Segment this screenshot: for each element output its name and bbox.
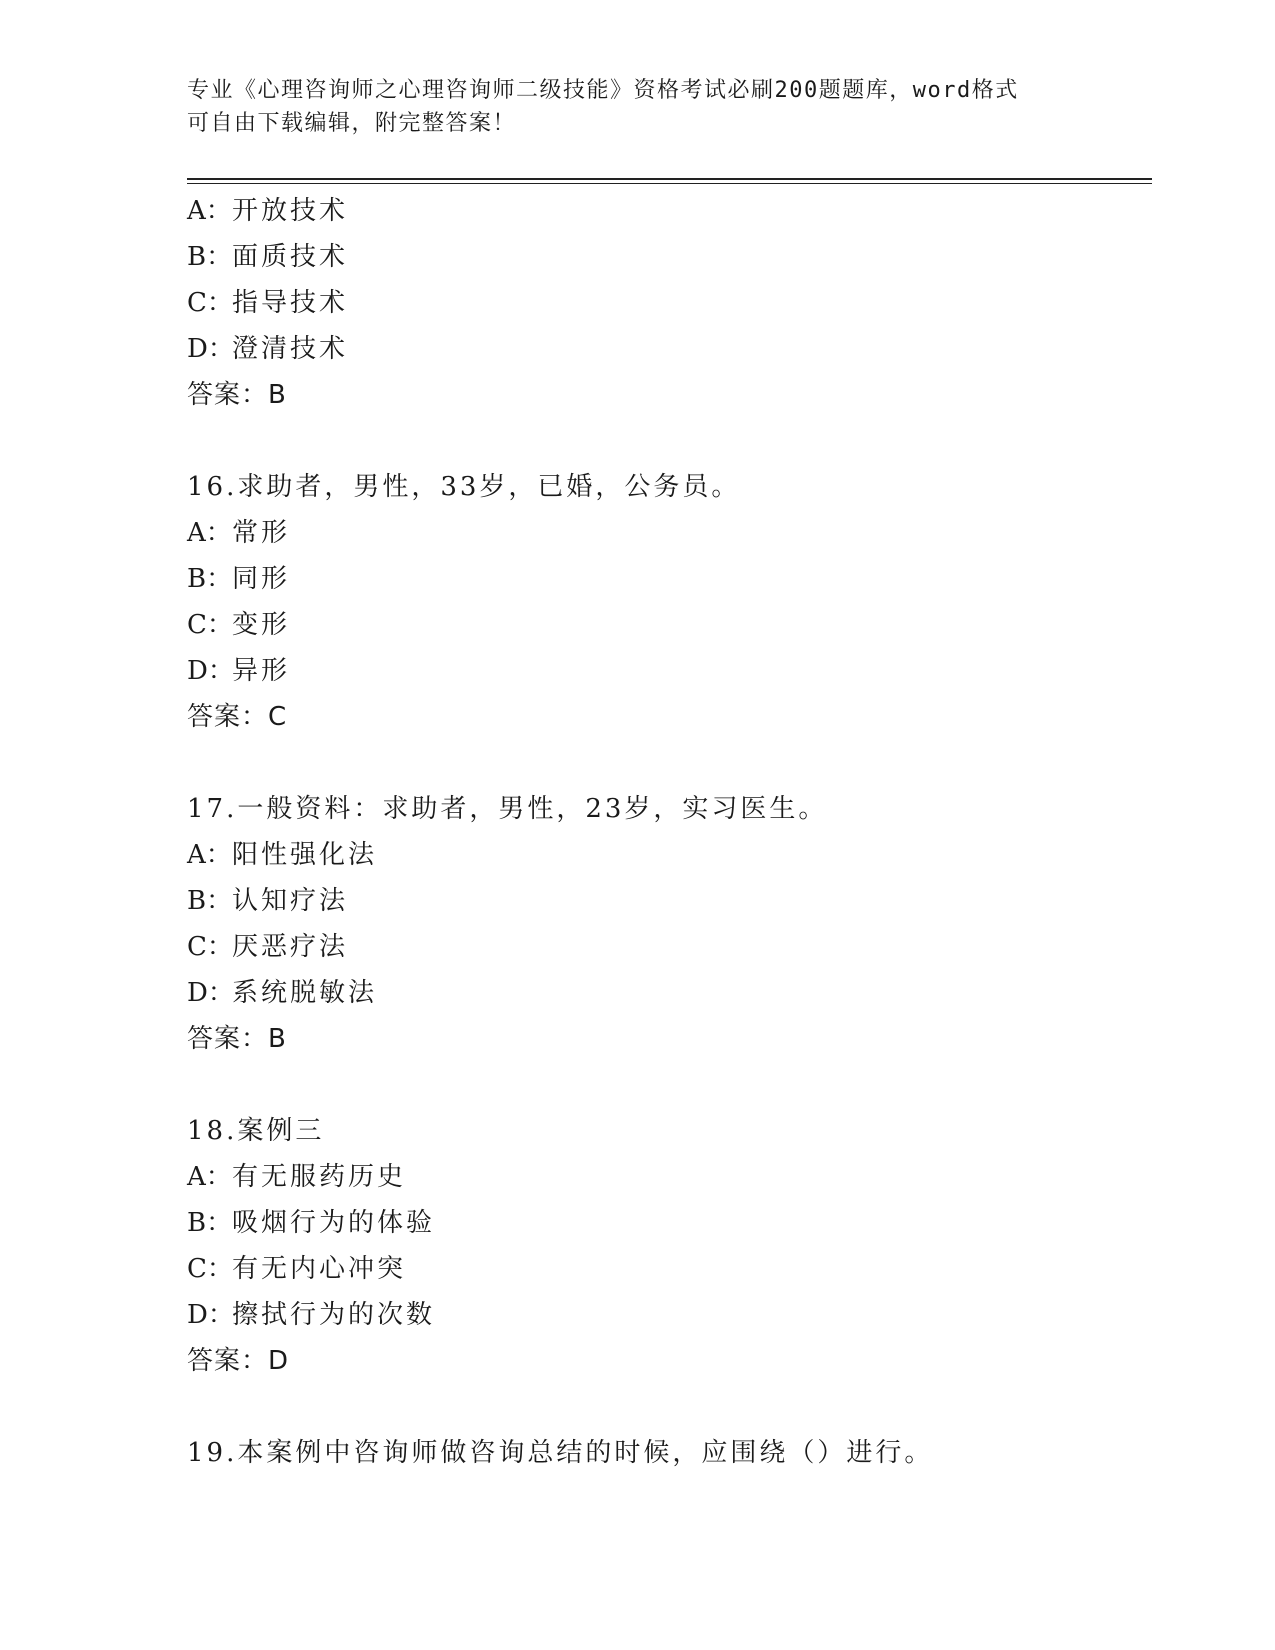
answer-text: 答案：C: [187, 702, 288, 732]
answer-text: 答案：B: [187, 380, 287, 410]
option-row: [187, 1292, 1152, 1338]
question-block: [187, 188, 1152, 418]
question-text: 17.一般资料：求助者，男性，23岁，实习医生。: [187, 794, 828, 824]
option-row: [187, 234, 1152, 280]
option-key: A：: [187, 840, 232, 870]
block-spacer: [187, 1384, 1152, 1430]
question-list: [187, 188, 1152, 1476]
option-key: C：: [187, 610, 233, 640]
question-block: [187, 786, 1152, 1062]
question-text: 16.求助者，男性，33岁，已婚，公务员。: [187, 472, 741, 502]
answer-text: 答案：B: [187, 1024, 287, 1054]
option-row: [187, 970, 1152, 1016]
block-spacer: [187, 418, 1152, 464]
option-row: [187, 878, 1152, 924]
option-key: A：: [187, 1162, 232, 1192]
option-key: D：: [187, 978, 234, 1008]
header-line-1: 专业《心理咨询师之心理咨询师二级技能》资格考试必刷200题题库，word格式: [187, 78, 1019, 103]
option-key: B：: [187, 886, 233, 916]
option-row: [187, 648, 1152, 694]
option-row: [187, 510, 1152, 556]
option-text: 面质技术: [232, 242, 349, 272]
option-text: 有无服药历史: [232, 1162, 407, 1192]
option-row: [187, 556, 1152, 602]
option-row: [187, 602, 1152, 648]
option-text: 异形: [232, 656, 291, 686]
option-text: 系统脱敏法: [232, 978, 378, 1008]
document-header: [187, 74, 1087, 140]
header-divider-thin: [187, 183, 1152, 184]
option-row: [187, 1200, 1152, 1246]
option-row: [187, 1246, 1152, 1292]
question-text: 18.案例三: [187, 1116, 325, 1146]
option-text: 擦拭行为的次数: [232, 1300, 436, 1330]
option-key: D：: [187, 1300, 234, 1330]
option-text: 同形: [232, 564, 291, 594]
header-divider-thick: [187, 178, 1152, 180]
option-key: C：: [187, 932, 233, 962]
option-key: D：: [187, 656, 234, 686]
option-key: B：: [187, 242, 233, 272]
option-text: 变形: [232, 610, 291, 640]
block-spacer: [187, 1062, 1152, 1108]
option-key: C：: [187, 1254, 233, 1284]
option-text: 开放技术: [232, 196, 349, 226]
option-key: A：: [187, 518, 232, 548]
question-block: [187, 464, 1152, 740]
option-text: 阳性强化法: [232, 840, 378, 870]
option-row: [187, 1154, 1152, 1200]
option-text: 有无内心冲突: [232, 1254, 407, 1284]
option-text: 吸烟行为的体验: [232, 1208, 436, 1238]
option-key: D：: [187, 334, 234, 364]
question-block: [187, 1108, 1152, 1384]
question-block: [187, 1430, 1152, 1476]
option-text: 厌恶疗法: [232, 932, 349, 962]
option-text: 认知疗法: [232, 886, 349, 916]
question-text: 19.本案例中咨询师做咨询总结的时候，应围绕（）进行。: [187, 1438, 934, 1468]
option-row: [187, 326, 1152, 372]
option-key: A：: [187, 196, 232, 226]
option-row: [187, 280, 1152, 326]
option-row: [187, 188, 1152, 234]
option-row: [187, 924, 1152, 970]
option-key: B：: [187, 564, 233, 594]
header-line-2: 可自由下载编辑，附完整答案！: [187, 111, 517, 136]
answer-text: 答案：D: [187, 1346, 290, 1376]
option-row: [187, 832, 1152, 878]
option-key: B：: [187, 1208, 233, 1238]
option-text: 常形: [232, 518, 291, 548]
block-spacer: [187, 740, 1152, 786]
option-text: 澄清技术: [232, 334, 349, 364]
option-key: C：: [187, 288, 233, 318]
option-text: 指导技术: [232, 288, 349, 318]
